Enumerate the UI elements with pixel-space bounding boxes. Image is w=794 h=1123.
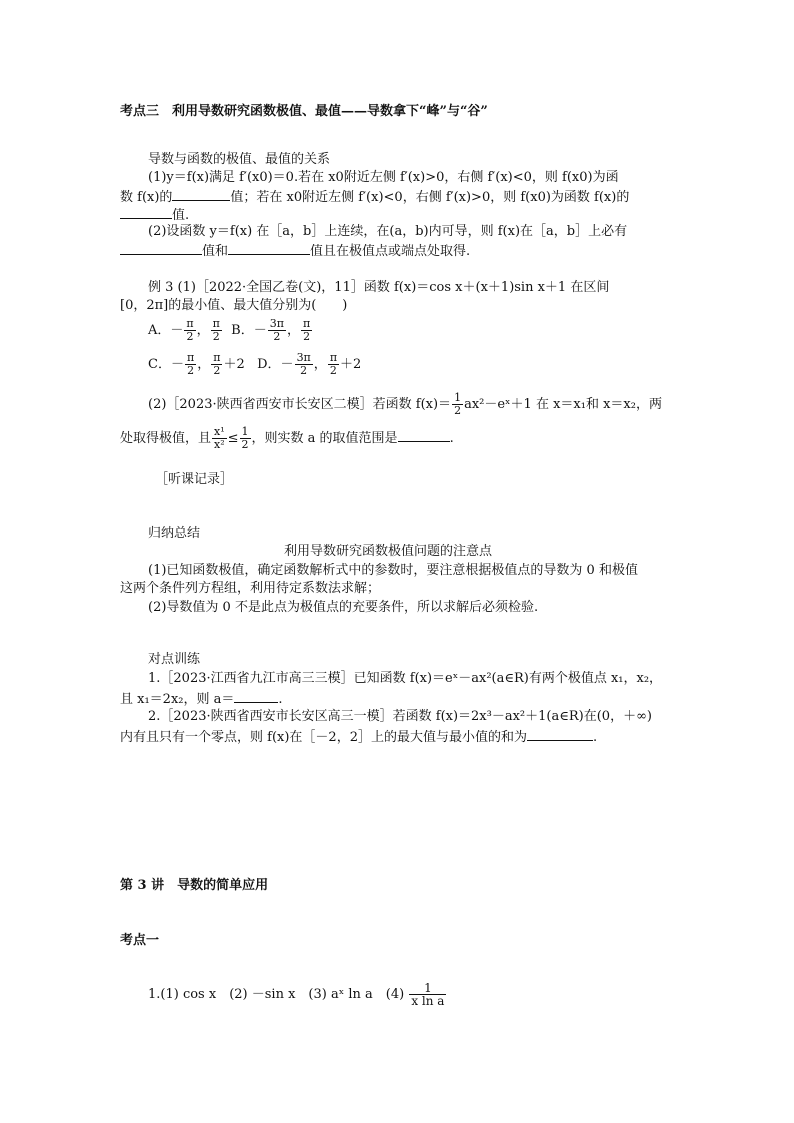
answer-blank	[527, 728, 593, 741]
practice-q1b-line: 且 x₁＝2x₂，则 a＝ .	[120, 692, 283, 707]
answer-blank	[120, 242, 202, 255]
relation-p2a: (2)设函数 y＝f(x) 在［a，b］上连续，在(a，b)内可导，则 f(x)在［a，b］上必有	[148, 224, 628, 239]
summary-s1a: (1)已知函数极值，确定函数解析式中的参数时，要注意根据极值点的导数为 0 和极值	[148, 563, 638, 578]
practice-q2b-line: 内有且只有一个零点，则 f(x)在［－2，2］上的最大值与最小值的和为 .	[120, 730, 598, 745]
answer-line: 1.(1) cos x (2) －sin x (3) aˣ ln a (4) $\frac{1}{\text{x ln a}}$	[148, 981, 445, 1008]
example3-q2-line1: (2)［2023·陕西省西安市长安区二模］若函数 f(x)＝ $\frac{1}{2}$ ax²－eˣ＋1 在 x＝x₁和 x＝x₂，两	[148, 391, 662, 417]
relation-p1b-line	[120, 188, 629, 206]
relation-p2c: 值且在极值点或端点处取得.	[310, 244, 471, 259]
summary-heading: 归纳总结	[148, 526, 201, 541]
relation-p1b: 数 f(x)的	[120, 190, 173, 205]
practice-q2a: 2.［2023·陕西省西安市长安区高三一模］若函数 f(x)＝2x³－ax²＋1(a∈R)在(0，＋∞)	[148, 709, 652, 724]
relation-p1a: (1)y＝f(x)满足 f′(x0)＝0.若在 x0附近左侧 f′(x)>0，右侧 f′(x)<0，则 f(x0)为函	[148, 170, 619, 185]
summary-s2: (2)导数值为 0 不是此点为极值点的充要条件，所以求解后必须检验.	[148, 600, 539, 615]
option-c: C．－ $\frac{\pi}{2}$ ， $\frac{\pi}{2}$ ＋2 D．－ $\frac{3\pi}{2}$ ， $\frac{\pi}{2}$ ＋2	[148, 351, 362, 377]
answer-blank	[120, 206, 172, 219]
example3-line1: 例 3 (1)［2022·全国乙卷(文)，11］函数 f(x)＝cos x＋(x＋1)sin x＋1 在区间	[148, 280, 610, 295]
example3-q2-line2: 处取得极值，且 $\frac{\text{x¹}}{\text{x²}}$ ≤ $\frac{1}{2}$ ，则实数 a 的取值范围是 .	[120, 425, 454, 451]
practice-heading: 对点训练	[148, 652, 201, 667]
option-b: B．－	[231, 323, 267, 338]
lecture-title: 第 3 讲 导数的简单应用	[120, 878, 269, 893]
relation-p1c: 值；若在 x0附近左侧 f′(x)<0，右侧 f′(x)>0，则 f(x0)为函数 f(x)的	[230, 190, 630, 205]
practice-q1a: 1.［2023·江西省九江市高三三模］已知函数 f(x)＝eˣ－ax²(a∈R)有两个极值点 x₁，x₂，	[148, 671, 663, 686]
answer-blank	[234, 690, 278, 703]
relation-p2-line	[120, 242, 470, 260]
section-title: 考点三 利用导数研究函数极值、最值——导数拿下“峰”与“谷”	[120, 104, 488, 119]
option-a: A．－ $\frac{\pi}{2}$ ， $\frac{\pi}{2}$ B．－ $\frac{3\pi}{2}$ ， $\frac{\pi}{2}$	[148, 317, 311, 343]
answer-blank	[172, 188, 230, 201]
summary-s1b: 这两个条件列方程组，利用待定系数法求解；	[120, 581, 381, 596]
example3-line2: [0，2π]的最小值、最大值分别为( )	[120, 298, 348, 313]
relation-p2b: 值和	[202, 244, 229, 259]
answer-blank	[398, 429, 450, 442]
relation-heading: 导数与函数的极值、最值的关系	[148, 152, 331, 167]
summary-title: 利用导数研究函数极值问题的注意点	[284, 544, 493, 559]
answer-blank	[228, 242, 310, 255]
relation-p1d: 值.	[172, 208, 190, 223]
lecture-record: ［听课记录］	[155, 472, 234, 487]
point-one: 考点一	[120, 933, 160, 948]
relation-p1d-line	[120, 206, 189, 224]
option-d: D．－	[257, 357, 294, 372]
